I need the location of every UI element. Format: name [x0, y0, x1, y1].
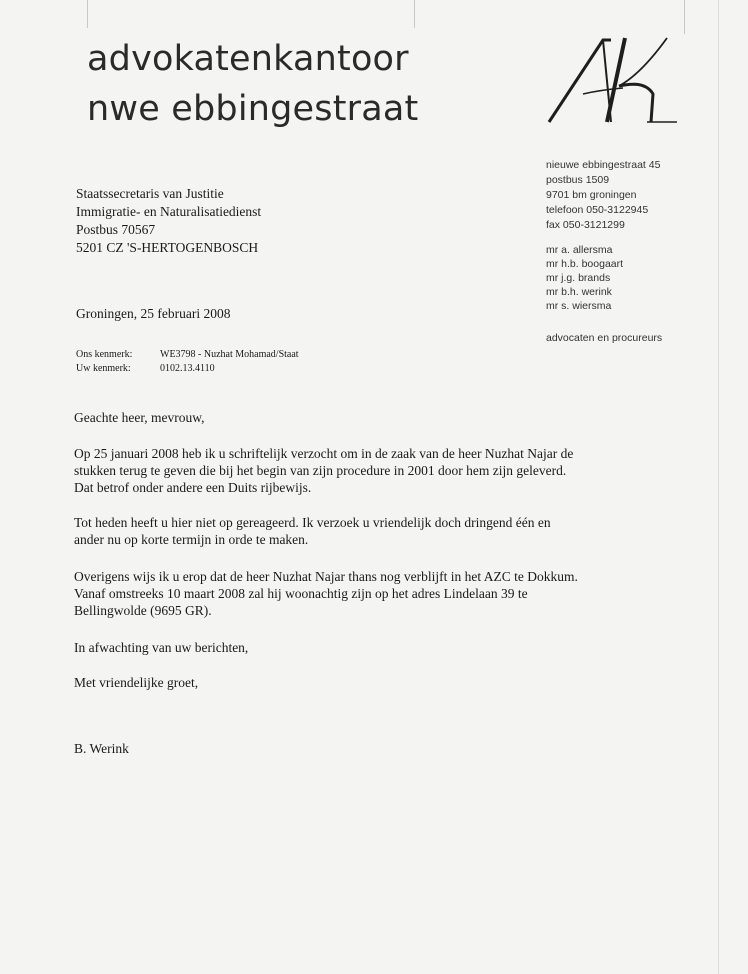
firm-fax: fax 050-3121299	[546, 219, 625, 231]
paragraph-2-line: Tot heden heeft u hier niet op gereageerd. Ik verzoek u vriendelijk doch dringend één en	[74, 515, 551, 530]
paragraph-4: In afwachting van uw berichten,	[74, 640, 249, 655]
recipient-line: 5201 CZ 'S-HERTOGENBOSCH	[76, 240, 259, 255]
scan-edge-left	[87, 0, 88, 28]
ref-ons-label: Ons kenmerk:	[76, 349, 133, 360]
firm-city: 9701 bm groningen	[546, 189, 637, 201]
firm-tagline: advocaten en procureurs	[546, 332, 663, 344]
firm-street: nieuwe ebbingestraat 45	[546, 159, 661, 171]
letter-body	[74, 409, 644, 691]
recipient-line: Postbus 70567	[76, 222, 156, 237]
salutation: Geachte heer, mevrouw,	[74, 410, 205, 425]
paragraph-3-line: Bellingwolde (9695 GR).	[74, 603, 212, 618]
ref-ons	[76, 348, 299, 362]
firm-phone: telefoon 050-3122945	[546, 204, 649, 216]
ref-uw	[76, 362, 299, 376]
paragraph-1-line: Dat betrof onder andere een Duits rijbewijs.	[74, 480, 312, 495]
paragraph-1-line: stukken terug te geven die bij het begin van zijn procedure in 2001 door hem zijn geleverd.	[74, 463, 567, 478]
firm-address	[546, 158, 660, 233]
lawyer-name: mr h.b. boogaart	[546, 258, 624, 270]
lawyer-name: mr b.h. werink	[546, 286, 612, 298]
recipient-address	[76, 185, 261, 257]
scan-edge-mid	[414, 0, 415, 28]
firm-name-line1: advokatenkantoor	[87, 39, 409, 79]
closing: Met vriendelijke groet,	[74, 675, 199, 690]
firm-name-line2: nwe ebbingestraat	[87, 89, 419, 129]
lawyer-name: mr s. wiersma	[546, 300, 612, 312]
paragraph-2-line: ander nu op korte termijn in orde te maken.	[74, 532, 309, 547]
ak-logo	[545, 34, 680, 129]
paragraph-3-line: Vanaf omstreeks 10 maart 2008 zal hij woonachtig zijn op het adres Lindelaan 39 te	[74, 586, 528, 601]
paragraph-1-line: Op 25 januari 2008 heb ik u schriftelijk verzocht om in de zaak van de heer Nuzhat Najar de	[74, 446, 574, 461]
ref-ons-value: WE3798 - Nuzhat Mohamad/Staat	[160, 349, 299, 360]
scan-edge-right	[684, 0, 685, 34]
ref-uw-value: 0102.13.4110	[160, 363, 215, 374]
lawyer-name: mr a. allersma	[546, 244, 613, 256]
ref-uw-label: Uw kenmerk:	[76, 363, 131, 374]
recipient-line: Immigratie- en Naturalisatiedienst	[76, 204, 262, 219]
scan-edge-far-right	[718, 0, 719, 974]
lawyer-list	[546, 243, 623, 313]
firm-postbus: postbus 1509	[546, 174, 610, 186]
signature-name: B. Werink	[74, 741, 129, 756]
paragraph-3-line: Overigens wijs ik u erop dat de heer Nuzhat Najar thans nog verblijft in het AZC te Dokkum.	[74, 569, 578, 584]
recipient-line: Staatssecretaris van Justitie	[76, 186, 224, 201]
place-date: Groningen, 25 februari 2008	[76, 306, 231, 321]
lawyer-name: mr j.g. brands	[546, 272, 611, 284]
firm-name	[87, 34, 418, 134]
references	[76, 348, 299, 376]
